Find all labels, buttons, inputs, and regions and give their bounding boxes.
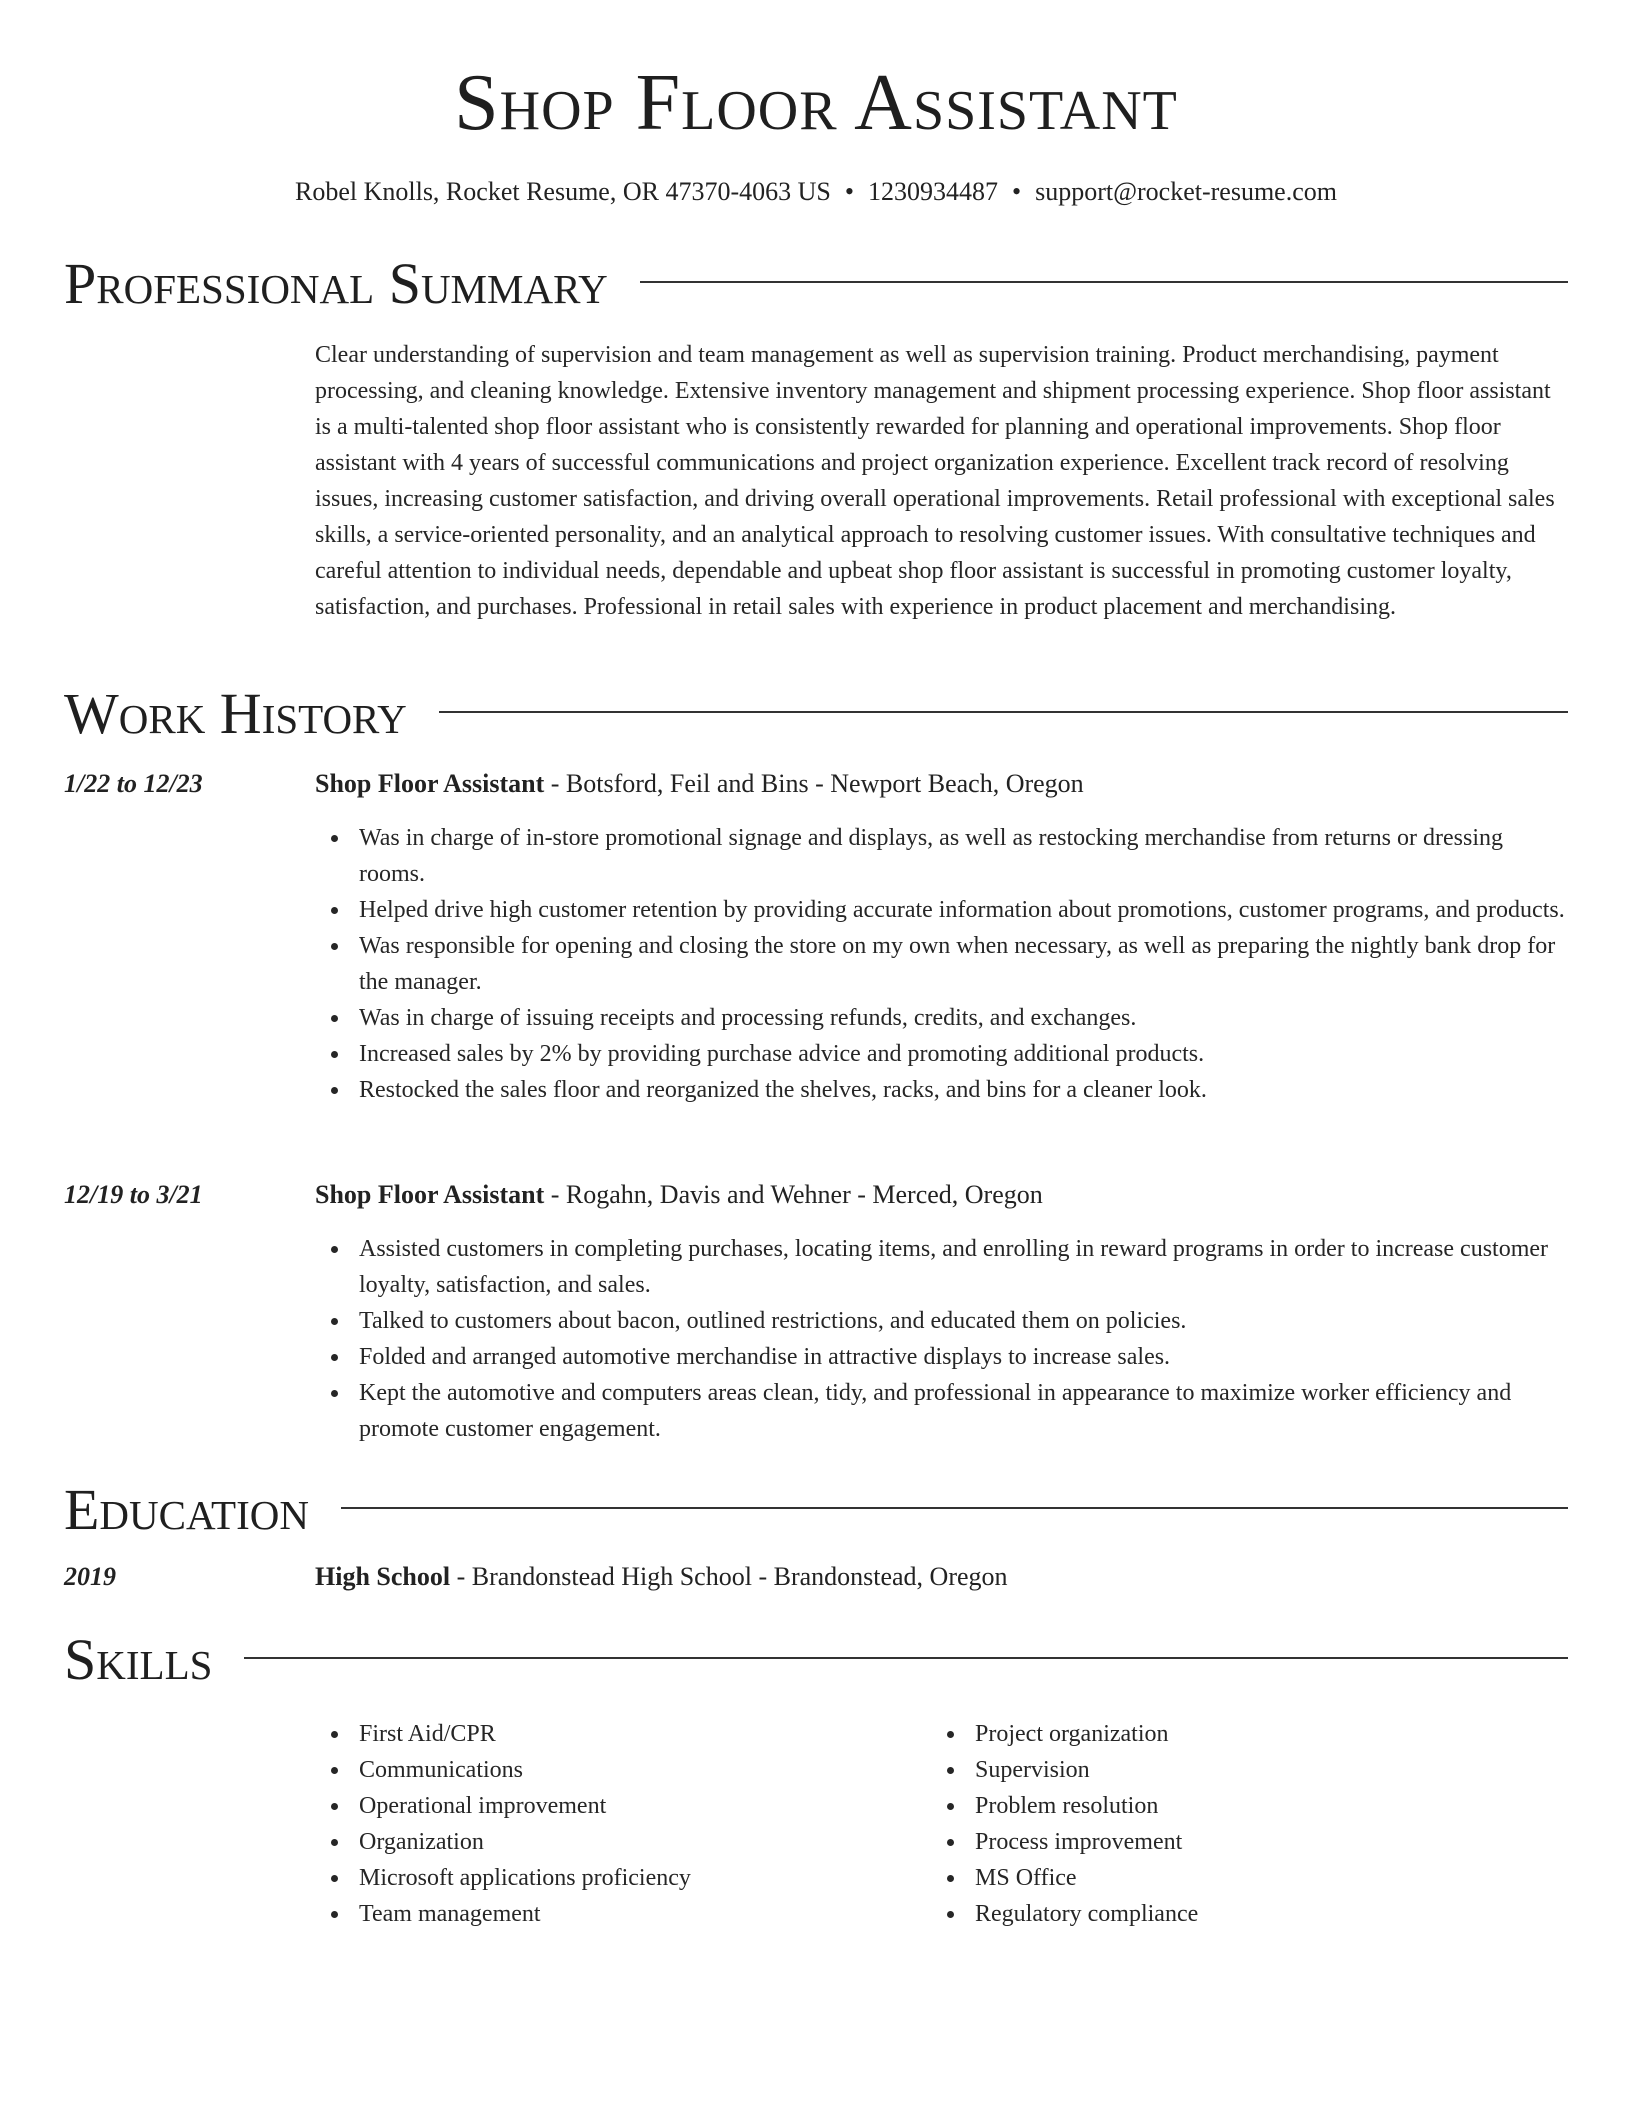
skill-item: Communications: [315, 1752, 915, 1788]
skills-section-header: [64, 1624, 1568, 1696]
skill-item: Process improvement: [931, 1824, 1531, 1860]
section-divider: [244, 1657, 1568, 1659]
skill-item: Operational improvement: [315, 1788, 915, 1824]
job-header: [315, 766, 1568, 802]
contact-line: [0, 174, 1632, 210]
skill-item: Supervision: [931, 1752, 1531, 1788]
job-title: Shop Floor Assistant: [315, 769, 545, 798]
job-bullets: [315, 1231, 1568, 1447]
job-bullet: Was in charge of issuing receipts and processing refunds, credits, and exchanges.: [315, 1000, 1568, 1036]
skills-list-left: [315, 1716, 915, 1932]
skills-heading: Skills: [64, 1627, 213, 1692]
job-header: [315, 1177, 1568, 1213]
job-bullet: Folded and arranged automotive merchandise in attractive displays to increase sales.: [315, 1339, 1568, 1375]
job-dates: 1/22 to 12/23: [64, 769, 203, 798]
education-degree: High School: [315, 1562, 451, 1591]
summary-section-header: [64, 248, 1568, 320]
education-details: - Brandonstead High School - Brandonstead, Oregon: [450, 1562, 1008, 1591]
section-divider: [341, 1507, 1568, 1509]
summary-heading: Professional Summary: [64, 251, 608, 316]
job-bullet: Restocked the sales floor and reorganized the shelves, racks, and bins for a cleaner look.: [315, 1072, 1568, 1108]
skill-item: MS Office: [931, 1860, 1531, 1896]
contact-separator: •: [844, 177, 854, 206]
skill-item: Problem resolution: [931, 1788, 1531, 1824]
job-bullet: Was in charge of in-store promotional signage and displays, as well as restocking merchandise from returns or dressing rooms.: [315, 820, 1568, 892]
work-heading: Work History: [64, 681, 407, 746]
education-header: [315, 1559, 1568, 1595]
contact-email: support@rocket-resume.com: [1035, 177, 1337, 206]
skill-item: Regulatory compliance: [931, 1896, 1531, 1932]
job-details: - Rogahn, Davis and Wehner - Merced, Oregon: [544, 1180, 1043, 1209]
skills-list-right: [931, 1716, 1531, 1932]
skill-item: Project organization: [931, 1716, 1531, 1752]
job-bullet: Kept the automotive and computers areas clean, tidy, and professional in appearance to maximize worker efficiency and promote customer engagement.: [315, 1375, 1568, 1447]
job-bullet: Talked to customers about bacon, outlined restrictions, and educated them on policies.: [315, 1303, 1568, 1339]
education-year: 2019: [64, 1562, 116, 1591]
section-divider: [640, 281, 1568, 283]
job-bullet: Helped drive high customer retention by providing accurate information about promotions, customer programs, and products.: [315, 892, 1568, 928]
job-bullet: Increased sales by 2% by providing purchase advice and promoting additional products.: [315, 1036, 1568, 1072]
skill-item: Team management: [315, 1896, 915, 1932]
job-details: - Botsford, Feil and Bins - Newport Beach, Oregon: [544, 769, 1084, 798]
job-bullet: Assisted customers in completing purchases, locating items, and enrolling in reward programs in order to increase customer loyalty, satisfaction, and sales.: [315, 1231, 1568, 1303]
skill-item: Microsoft applications proficiency: [315, 1860, 915, 1896]
education-heading: Education: [64, 1477, 309, 1542]
education-section-header: [64, 1474, 1568, 1546]
contact-separator: •: [1011, 177, 1022, 206]
resume-title: Shop Floor Assistant: [454, 59, 1178, 147]
job-bullets: [315, 820, 1568, 1108]
skill-item: First Aid/CPR: [315, 1716, 915, 1752]
contact-address: Robel Knolls, Rocket Resume, OR 47370-4063 US: [294, 177, 831, 206]
skill-item: Organization: [315, 1824, 915, 1860]
job-bullet: Was responsible for opening and closing the store on my own when necessary, as well as preparing the nightly bank drop for the manager.: [315, 928, 1568, 1000]
work-section-header: [64, 678, 1568, 750]
job-title: Shop Floor Assistant: [315, 1180, 545, 1209]
summary-text: Clear understanding of supervision and team management as well as supervision training. Product merchandising, payment processing, and cleaning knowledge. Extensive inventory management and shipment processing experience. Shop floor assistant is a multi-talented shop floor assistant who is consistently rewarded for planning and operational improvements. Shop floor assistant with 4 years of successful communications and project organization experience. Excellent track record of resolving issues, increasing customer satisfaction, and driving overall operational improvements. Retail professional with exceptional sales skills, a service-oriented personality, and an analytical approach to resolving customer issues. With consultative techniques and careful attention to individual needs, dependable and upbeat shop floor assistant is successful in promoting customer loyalty, satisfaction, and purchases. Professional in retail sales with experience in product placement and merchandising.: [315, 342, 1555, 620]
job-dates: 12/19 to 3/21: [64, 1180, 203, 1209]
contact-phone: 1230934487: [867, 177, 998, 206]
section-divider: [439, 711, 1568, 713]
